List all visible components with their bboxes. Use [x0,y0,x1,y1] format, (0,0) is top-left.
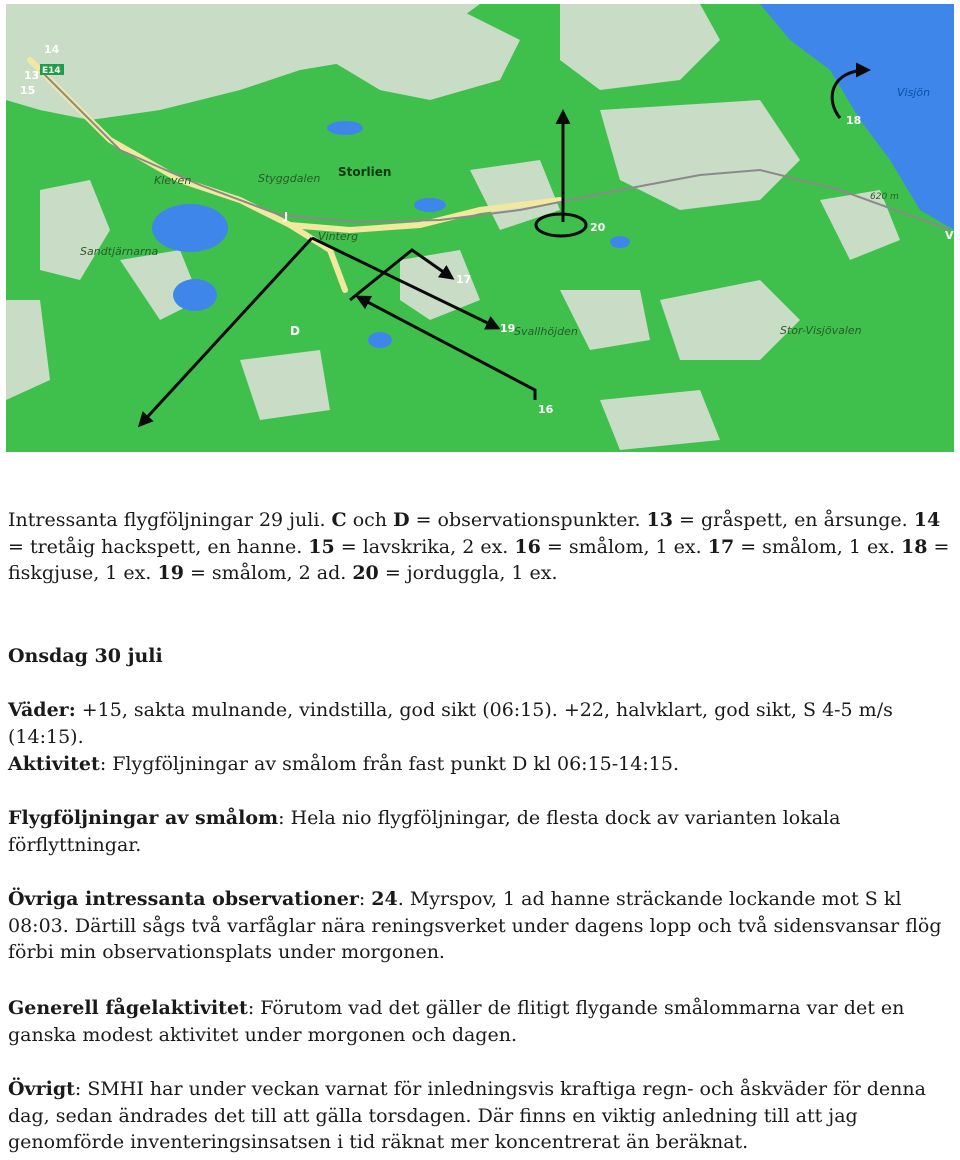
map-caption: Intressanta flygföljningar 29 juli. C och D = observationspunkter. 13 = gråspett, en årsunge. 14 = tretåig hackspett, en hanne. 15 = lavskrika, 2 ex. 16 = smålom, 1 ex. 17 = smålom, 1 ex. 18 = fiskgjuse, 1 ex. 19 = smålom, 2 ad. 20 = jorduggla, 1 ex. [8,509,950,584]
date-heading: Onsdag 30 juli [8,645,163,667]
label-14: 14 [44,43,60,56]
label-sandtjarnarna: Sandtjärnarna [80,245,159,258]
weather-section: Väder: +15, sakta mulnande, vindstilla, god sikt (06:15). +22, halvklart, god sikt, S 4-5 m/s (14:15). [8,699,893,748]
label-svallhojden: Svallhöjden [514,325,578,338]
general-activity-section: Generell fågelaktivitet: Förutom vad det gäller de flitigt flygande smålommarna var det en ganska modest aktivitet under morgonen och dagen. [8,997,905,1046]
flights-section: Flygföljningar av smålom: Hela nio flygföljningar, de flesta dock av varianten lokala förflyttningar. [8,807,841,856]
label-vinterg: Vinterg [318,230,359,243]
label-j: J [284,210,289,223]
label-e14: E14 [42,66,61,76]
label-styggdalen: Styggdalen [258,172,321,185]
misc-section: Övrigt: SMHI har under veckan varnat för inledningsvis kraftiga regn- och åskväder för denna dag, sedan ändrades det till att gälla torsdagen. Där finns en viktig anledning till att jag genomförde inventeringsinsatsen i tid räknat mer koncentrerat än beräknat. [8,1078,926,1153]
label-d: D [290,324,300,338]
label-v: V [945,229,954,242]
label-16: 16 [538,403,554,416]
survey-map [0,0,960,452]
label-stor-visjovalen: Stor-Visjövalen [780,324,862,337]
label-18: 18 [846,114,862,127]
label-20: 20 [590,221,606,234]
activity-section: Aktivitet: Flygföljningar av smålom från fast punkt D kl 06:15-14:15. [8,753,679,775]
label-elevation: 620 m [870,192,899,202]
label-15: 15 [20,84,36,97]
label-13: 13 [24,69,40,82]
other-observations-section: Övriga intressanta observationer: 24. Myrspov, 1 ad hanne sträckande lockande mot S kl 08:03. Därtill sågs två varfåglar nära reningsverket under dagens lopp och två sidensvansar flög förbi min observationsplats under morgonen. [8,888,942,963]
label-storlien: Storlien [338,165,392,179]
label-kleven: Kleven [154,174,192,187]
label-17: 17 [456,273,472,286]
label-19: 19 [500,322,516,335]
label-visjon: Visjön [897,86,931,99]
